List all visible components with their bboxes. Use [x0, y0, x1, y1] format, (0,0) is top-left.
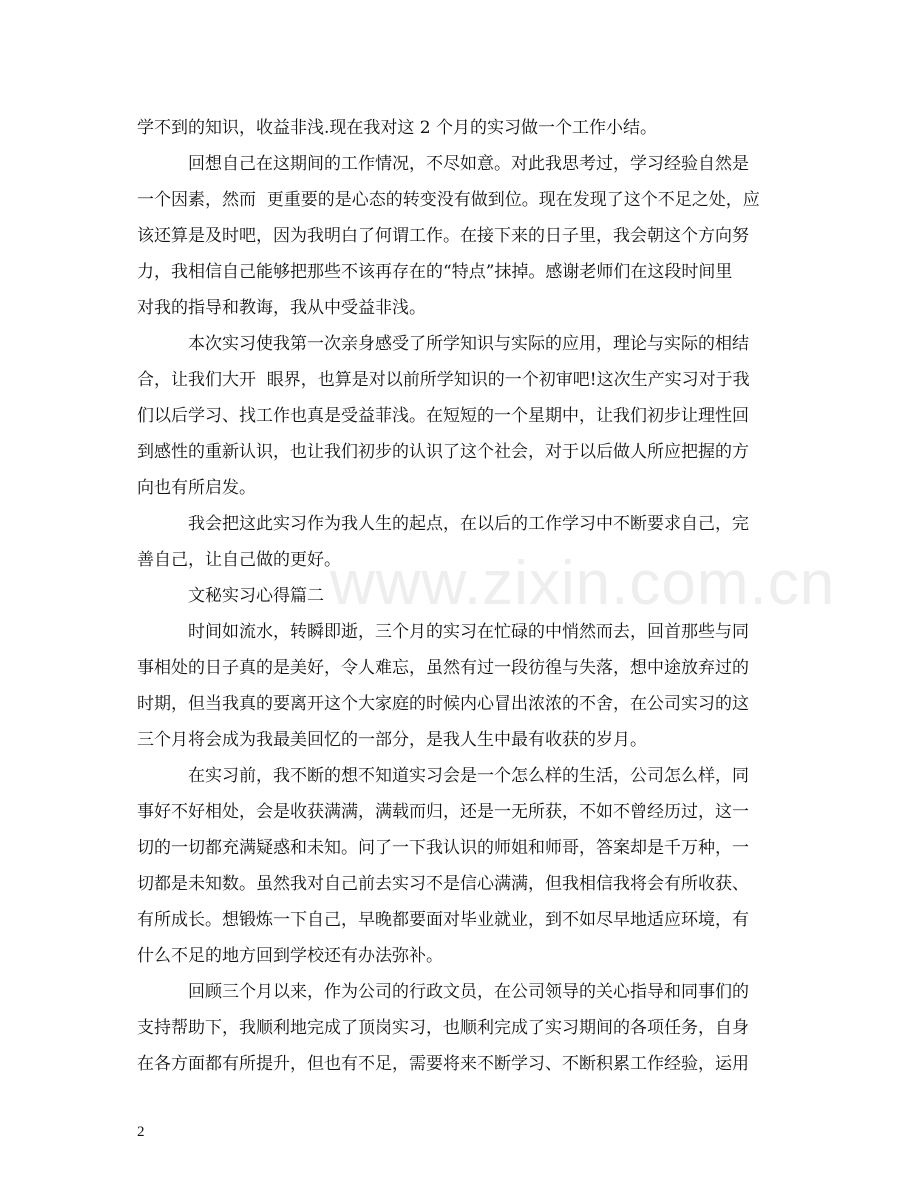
text-line: 切都是未知数。虽然我对自己前去实习不是信心满满，但我相信我将会有所收获、: [137, 874, 749, 894]
text-line: 本次实习使我第一次亲身感受了所学知识与实际的应用，理论与实际的相结: [188, 334, 749, 354]
text-line: 时期，但当我真的要离开这个大家庭的时候内心冒出浓浓的不舍，在公司实习的这: [137, 694, 749, 714]
text-line: 三个月将会成为我最美回忆的一部分，是我人生中最有收获的岁月。: [137, 730, 647, 750]
text-line: 学不到的知识，收益非浅.现在我对这 2 个月的实习做一个工作小结。: [137, 118, 658, 138]
body-text: [137, 110, 785, 1082]
page-number: 2: [137, 1124, 145, 1140]
text-line: 事好不好相处，会是收获满满，满载而归，还是一无所获，不如不曾经历过，这一: [137, 802, 749, 822]
text-line: 回顾三个月以来，作为公司的行政文员，在公司领导的关心指导和同事们的: [188, 982, 749, 1002]
text-line: 向也有所启发。: [137, 478, 256, 498]
text-line: 善自己，让自己做的更好。: [137, 550, 341, 570]
text-line: 力，我相信自己能够把那些不该再存在的“特点”抹掉。感谢老师们在这段时间里: [137, 262, 733, 282]
text-line: 文秘实习心得篇二: [188, 586, 324, 606]
text-line: 我会把这此实习作为我人生的起点，在以后的工作学习中不断要求自己，完: [188, 514, 749, 534]
text-line: 回想自己在这期间的工作情况，不尽如意。对此我思考过，学习经验自然是: [188, 154, 749, 174]
text-line: 到感性的重新认识，也让我们初步的认识了这个社会，对于以后做人所应把握的方: [137, 442, 749, 462]
text-line: 对我的指导和教诲，我从中受益非浅。: [137, 298, 426, 318]
text-line: 在实习前，我不断的想不知道实习会是一个怎么样的生活，公司怎么样，同: [188, 766, 749, 786]
watermark: www.zixin.com.cn: [330, 549, 836, 618]
text-line: 切的一切都充满疑惑和未知。问了一下我认识的师姐和师哥，答案却是千万种，一: [137, 838, 749, 858]
text-line: 什么不足的地方回到学校还有办法弥补。: [137, 946, 443, 966]
text-line: 一个因素，然而 更重要的是心态的转变没有做到位。现在发现了这个不足之处，应: [137, 190, 760, 210]
text-line: 有所成长。想锻炼一下自己，早晚都要面对毕业就业，到不如尽早地适应环境，有: [137, 910, 749, 930]
text-line: 事相处的日子真的是美好，令人难忘，虽然有过一段彷徨与失落，想中途放弃过的: [137, 658, 749, 678]
text-line: 在各方面都有所提升，但也有不足，需要将来不断学习、不断积累工作经验，运用: [137, 1054, 749, 1074]
text-line: 支持帮助下，我顺利地完成了顶岗实习，也顺利完成了实习期间的各项任务，自身: [137, 1018, 749, 1038]
text-line: 合，让我们大开 眼界，也算是对以前所学知识的一个初审吧!这次生产实习对于我: [137, 370, 750, 390]
text-line: 时间如流水，转瞬即逝，三个月的实习在忙碌的中悄然而去，回首那些与同: [188, 622, 749, 642]
text-line: 该还算是及时吧，因为我明白了何谓工作。在接下来的日子里，我会朝这个方向努: [137, 226, 749, 246]
text-line: 们以后学习、找工作也真是受益菲浅。在短短的一个星期中，让我们初步让理性回: [137, 406, 749, 426]
